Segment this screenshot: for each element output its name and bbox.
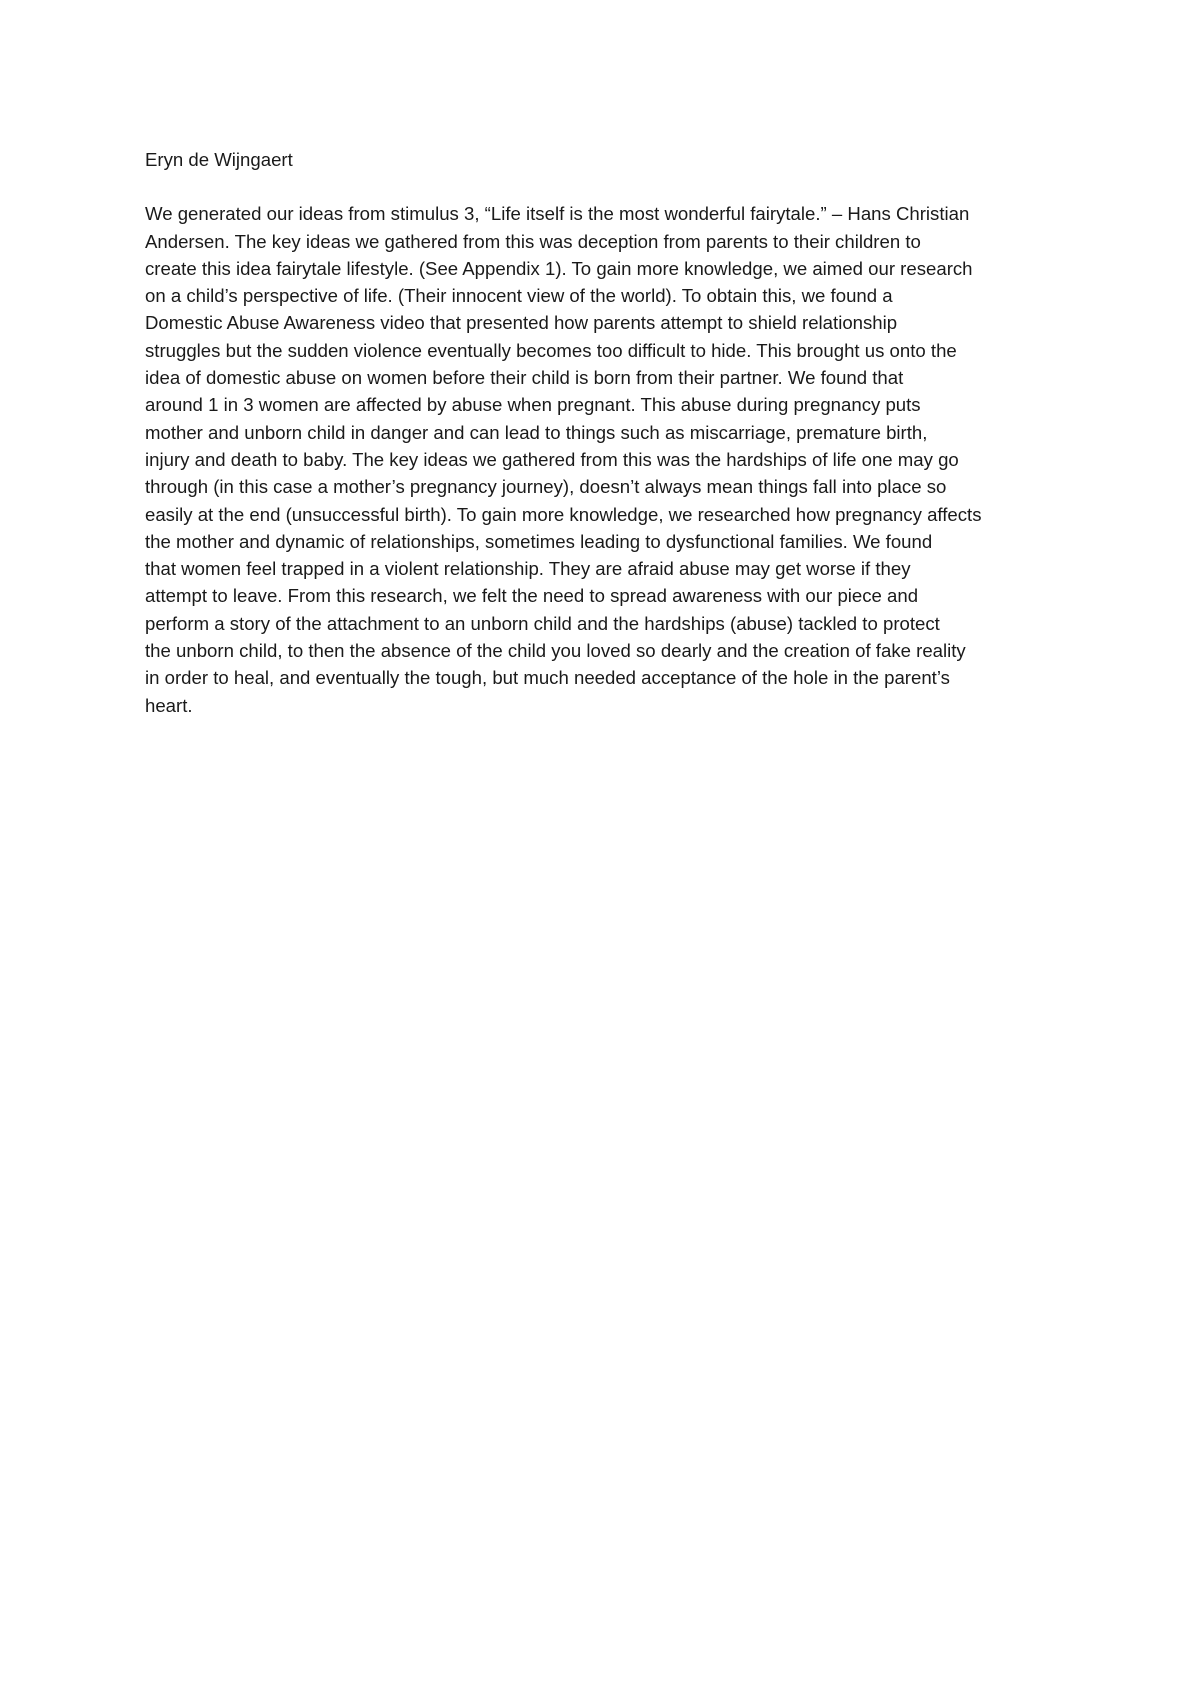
paragraph-line: the unborn child, to then the absence of the child you loved so dearly and the creation of fake reality	[145, 640, 966, 662]
paragraph-line: perform a story of the attachment to an unborn child and the hardships (abuse) tackled to protect	[145, 612, 940, 634]
paragraph-line: idea of domestic abuse on women before their child is born from their partner. We found that	[145, 367, 904, 389]
paragraph-line: easily at the end (unsuccessful birth). To gain more knowledge, we researched how pregnancy affects	[145, 503, 982, 525]
paragraph-line: mother and unborn child in danger and can lead to things such as miscarriage, premature birth,	[145, 421, 928, 443]
paragraph-line: We generated our ideas from stimulus 3, “Life itself is the most wonderful fairytale.” – Hans Christian	[145, 203, 970, 225]
document-content	[145, 146, 1070, 719]
paragraph-line: around 1 in 3 women are affected by abuse when pregnant. This abuse during pregnancy puts	[145, 394, 921, 416]
paragraph-line: on a child’s perspective of life. (Their innocent view of the world). To obtain this, we found a	[145, 285, 893, 307]
paragraph-line: create this idea fairytale lifestyle. (See Appendix 1). To gain more knowledge, we aimed our research	[145, 257, 973, 279]
paragraph-line: Andersen. The key ideas we gathered from this was deception from parents to their children to	[145, 230, 921, 252]
paragraph-line: Domestic Abuse Awareness video that presented how parents attempt to shield relationship	[145, 312, 898, 334]
body-paragraph	[145, 200, 1070, 719]
author-name: Eryn de Wijngaert	[145, 149, 293, 170]
paragraph-line: in order to heal, and eventually the tough, but much needed acceptance of the hole in the parent’s	[145, 667, 950, 689]
paragraph-line: the mother and dynamic of relationships, sometimes leading to dysfunctional families. We found	[145, 530, 933, 552]
paragraph-line: attempt to leave. From this research, we felt the need to spread awareness with our piece and	[145, 585, 919, 607]
paragraph-line: heart.	[145, 694, 193, 716]
paragraph-line: injury and death to baby. The key ideas we gathered from this was the hardships of life one may go	[145, 448, 959, 470]
paragraph-line: struggles but the sudden violence eventually becomes too difficult to hide. This brought us onto the	[145, 339, 957, 361]
paragraph-line: that women feel trapped in a violent relationship. They are afraid abuse may get worse if they	[145, 558, 911, 580]
paragraph-line: through (in this case a mother’s pregnancy journey), doesn’t always mean things fall into place so	[145, 476, 947, 498]
